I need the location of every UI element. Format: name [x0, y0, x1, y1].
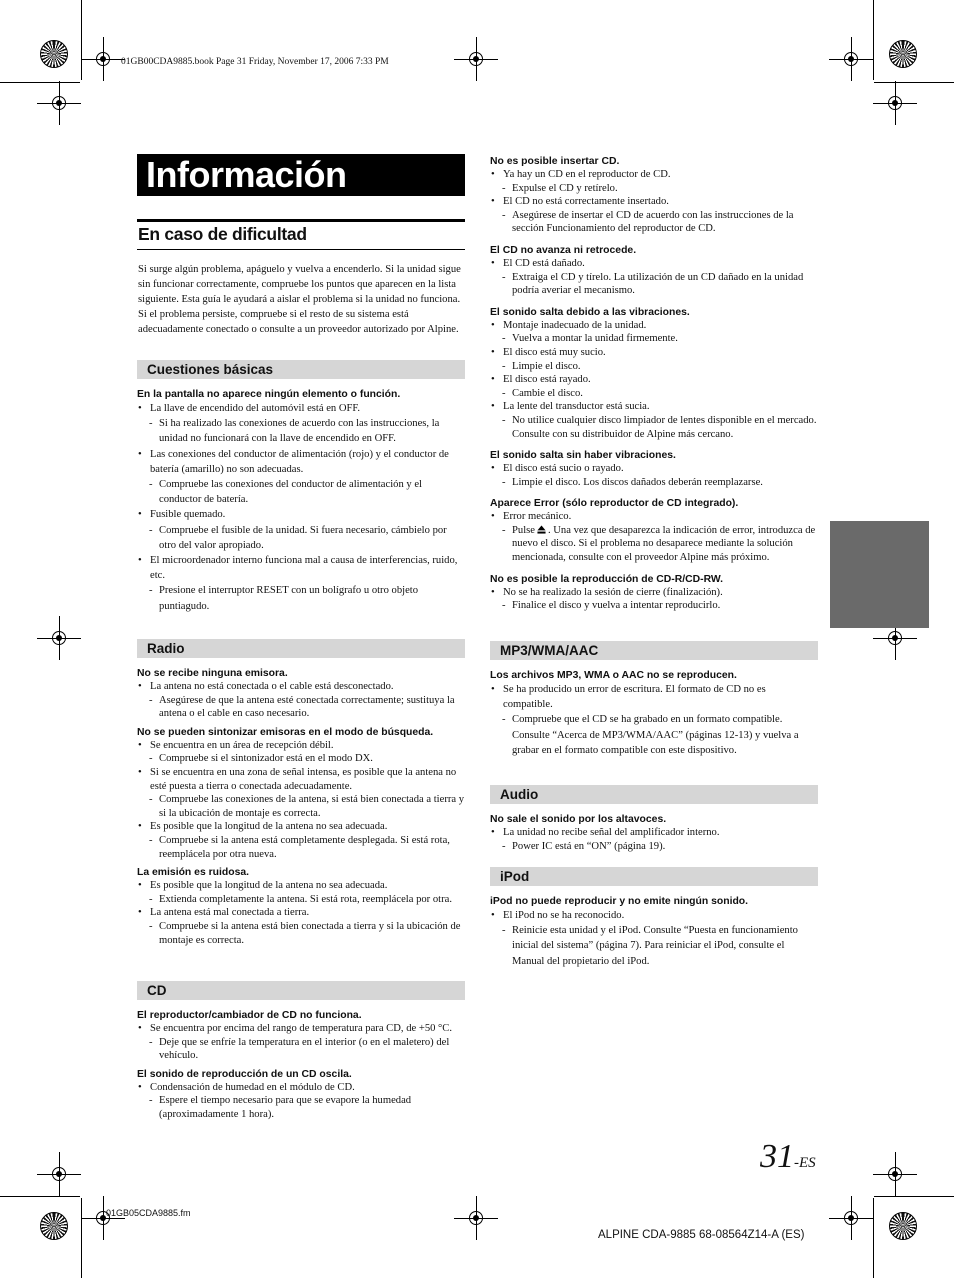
cause-item: • La unidad no recibe señal del amplificador interno. [490, 826, 818, 840]
cause-item: • Es posible que la longitud de la antena no sea adecuada. [137, 820, 465, 834]
chapter-side-tab [830, 521, 929, 628]
left-column-radio-cd [137, 639, 465, 947]
solution-item: - Finalice el disco y vuelva a intentar reproducirlo. [490, 599, 818, 613]
solution-item: - Cambie el disco. [490, 387, 818, 401]
problem-heading: En la pantalla no aparece ningún elemento o función. [137, 389, 401, 400]
cause-item: • Error mecánico. [490, 510, 818, 524]
solution-item: - Reinicie esta unidad y el iPod. Consulte “Puesta en funcionamiento inicial del sistema” (página 7). Para reiniciar el iPod, consulte el Manual del propietario del iPod. [490, 923, 818, 969]
solution-item: - Limpie el disco. Los discos dañados deberán reemplazarse. [490, 476, 818, 490]
problem-heading: El sonido de reproducción de un CD oscila. [137, 1068, 352, 1080]
solution-item: - Compruebe que el CD se ha grabado en un formato compatible. Consulte “Acerca de MP3/WMA/AAC” (páginas 12-13) y vuelva a grabar en el formato compatible con este dispositivo. [490, 712, 818, 758]
solution-item: - Asegúrese de insertar el CD de acuerdo con las instrucciones de la sección Funcionamiento del reproductor de CD. [490, 209, 818, 236]
problem-heading: El reproductor/cambiador de CD no funciona. [137, 1010, 362, 1021]
solution-item: - Compruebe si el sintonizador está en el modo DX. [137, 752, 465, 766]
cause-item: • El CD está dañado. [490, 257, 818, 271]
category-ipod: iPod [490, 867, 818, 886]
footer-model: ALPINE CDA-9885 68-08564Z14-A (ES) [598, 1229, 805, 1241]
right-column-ipod [490, 867, 818, 969]
cause-item: • El CD no está correctamente insertado. [490, 195, 818, 209]
color-rosette-mark [40, 40, 68, 68]
solution-item: - Expulse el CD y retírelo. [490, 182, 818, 196]
right-column-audio [490, 785, 818, 853]
solution-item: - Deje que se enfríe la temperatura en el interior (o en el maletero) del vehículo. [137, 1036, 465, 1063]
section-rule [137, 219, 465, 222]
category-audio: Audio [490, 785, 818, 804]
color-rosette-mark [889, 1212, 917, 1240]
cause-item: • Las conexiones del conductor de alimentación (rojo) y el conductor de batería (amarillo) no son adecuadas. [137, 447, 465, 477]
solution-item: - Extienda completamente la antena. Si está rota, reemplácela por otra. [137, 893, 465, 907]
solution-item: - Compruebe el fusible de la unidad. Si fuera necesario, cámbielo por otro del valor apropiado. [137, 523, 465, 553]
page-number-value: 31 [760, 1138, 794, 1175]
solution-item: - Compruebe si la antena está bien conectada a tierra y si la ubicación de montaje es correcta. [137, 920, 465, 947]
cause-item: • El disco está sucio o rayado. [490, 462, 818, 476]
problem-heading: El sonido salta sin haber vibraciones. [490, 450, 676, 462]
problem-heading: Aparece Error (sólo reproductor de CD integrado). [490, 498, 739, 510]
right-column [490, 155, 818, 613]
crop-mark [874, 1196, 954, 1197]
problem-heading: No es posible insertar CD. [490, 156, 620, 167]
cause-item: • Ya hay un CD en el reproductor de CD. [490, 168, 818, 182]
intro-paragraph: Si surge algún problema, apáguelo y vuelva a encenderlo. Si la unidad sigue sin funcionar correctamente, compruebe los puntos que aparecen en la lista siguiente. Esta guía le ayudará a aislar el problema si la unidad no funciona. Si el problema persiste, compruebe si el resto de su sistema está adecuadamente conectado o consulte a un proveedor autorizado por Alpine. [138, 264, 461, 335]
solution-item: - No utilice cualquier disco limpiador de lentes disponible en el mercado. Consulte con su distribuidor de Alpine más cercano. [490, 414, 818, 441]
category-cd: CD [137, 981, 465, 1000]
solution-item: - Asegúrese de que la antena esté conectada correctamente; sustituya la antena o el cable en caso necesario. [137, 694, 465, 721]
eject-icon [537, 525, 546, 534]
color-rosette-mark [889, 40, 917, 68]
solution-item: - Power IC está en “ON” (página 19). [490, 840, 818, 854]
color-rosette-mark [40, 1212, 68, 1240]
left-column-cd [137, 981, 465, 1122]
page-number-suffix: -ES [794, 1155, 816, 1171]
solution-item: - Espere el tiempo necesario para que se evapore la humedad (aproximadamente 1 hora). [137, 1094, 465, 1121]
problem-heading: iPod no puede reproducir y no emite ningún sonido. [490, 896, 749, 907]
footer-filename: 01GB05CDA9885.fm [106, 1208, 191, 1218]
problem-heading: El CD no avanza ni retrocede. [490, 244, 637, 256]
problem-heading: Los archivos MP3, WMA o AAC no se reproducen. [490, 670, 737, 681]
solution-text-pre: Pulse [512, 524, 535, 536]
cause-item: • Es posible que la longitud de la antena no sea adecuada. [137, 879, 465, 893]
crop-mark [81, 1198, 82, 1278]
cause-item: • El disco está muy sucio. [490, 346, 818, 360]
cause-item: • La antena está mal conectada a tierra. [137, 906, 465, 920]
cause-item: • Se encuentra en un área de recepción débil. [137, 739, 465, 753]
problem-heading: No es posible la reproducción de CD-R/CD-RW. [490, 573, 724, 585]
crop-mark [873, 1198, 874, 1278]
problem-heading: No sale el sonido por los altavoces. [490, 814, 667, 825]
cause-item: • Condensación de humedad en el módulo de CD. [137, 1081, 465, 1095]
problem-heading: La emisión es ruidosa. [137, 867, 250, 879]
section-underline [137, 249, 465, 250]
cause-item: • El iPod no se ha reconocido. [490, 908, 818, 923]
cause-item: • El disco está rayado. [490, 373, 818, 387]
cause-item: • No se ha realizado la sesión de cierre (finalización). [490, 586, 818, 600]
cause-item: • La antena no está conectada o el cable está desconectado. [137, 680, 465, 694]
cause-item: • Montaje inadecuado de la unidad. [490, 319, 818, 333]
cause-item: • La lente del transductor está sucia. [490, 400, 818, 414]
cause-item: • Fusible quemado. [137, 507, 465, 522]
cause-item: • La llave de encendido del automóvil está en OFF. [137, 401, 465, 416]
cause-item: • Si se encuentra en una zona de señal intensa, es posible que la antena no esté puesta a tierra o conectada adecuadamente. [137, 766, 465, 793]
cause-item: • Se encuentra por encima del rango de temperatura para CD, de +50 °C. [137, 1022, 465, 1036]
category-basic: Cuestiones básicas [137, 360, 465, 379]
solution-item: - Compruebe las conexiones del conductor de alimentación y el conductor de batería. [137, 477, 465, 507]
section-title: En caso de dificultad [138, 224, 307, 244]
problem-heading: No se recibe ninguna emisora. [137, 668, 288, 679]
cause-item: • El microordenador interno funciona mal a causa de interferencias, ruido, etc. [137, 553, 465, 583]
solution-item [490, 524, 818, 565]
category-radio: Radio [137, 639, 465, 658]
category-mp3: MP3/WMA/AAC [490, 641, 818, 660]
left-column [137, 360, 465, 614]
solution-item: - Presione el interruptor RESET con un bolígrafo u otro objeto puntiagudo. [137, 583, 465, 613]
solution-item: - Compruebe las conexiones de la antena, si está bien conectada a tierra y si la ubicación de montaje es correcta. [137, 793, 465, 820]
solution-item: - Vuelva a montar la unidad firmemente. [490, 332, 818, 346]
page-title: Información [137, 154, 465, 196]
crop-mark [874, 82, 954, 83]
solution-item: - Limpie el disco. [490, 360, 818, 374]
crop-mark [873, 0, 874, 80]
problem-heading: No se pueden sintonizar emisoras en el modo de búsqueda. [137, 726, 434, 738]
crop-mark [81, 0, 82, 80]
crop-mark [0, 82, 80, 83]
solution-item: - Compruebe si la antena está completamente desplegada. Si está rota, reemplácela por otra nueva. [137, 834, 465, 861]
crop-mark [0, 1196, 80, 1197]
cause-item: • Se ha producido un error de escritura. El formato de CD no es compatible. [490, 682, 818, 712]
problem-heading: El sonido salta debido a las vibraciones. [490, 306, 690, 318]
book-header-line: 01GB00CDA9885.book Page 31 Friday, November 17, 2006 7:33 PM [121, 57, 389, 67]
solution-item: - Extraiga el CD y tírelo. La utilización de un CD dañado en la unidad podría averiar el mecanismo. [490, 271, 818, 298]
right-column-mp3 [490, 641, 818, 758]
solution-text-post: . Una vez que desaparezca la indicación de error, introduzca de nuevo el disco. Si el problema no desaparece mediante la solución mencionada, consulte con el proveedor Alpine más próximo. [512, 524, 816, 564]
solution-item: - Si ha realizado las conexiones de acuerdo con las instrucciones, la unidad no funcionará con la llave de encendido en OFF. [137, 416, 465, 446]
page-number [760, 1138, 816, 1176]
